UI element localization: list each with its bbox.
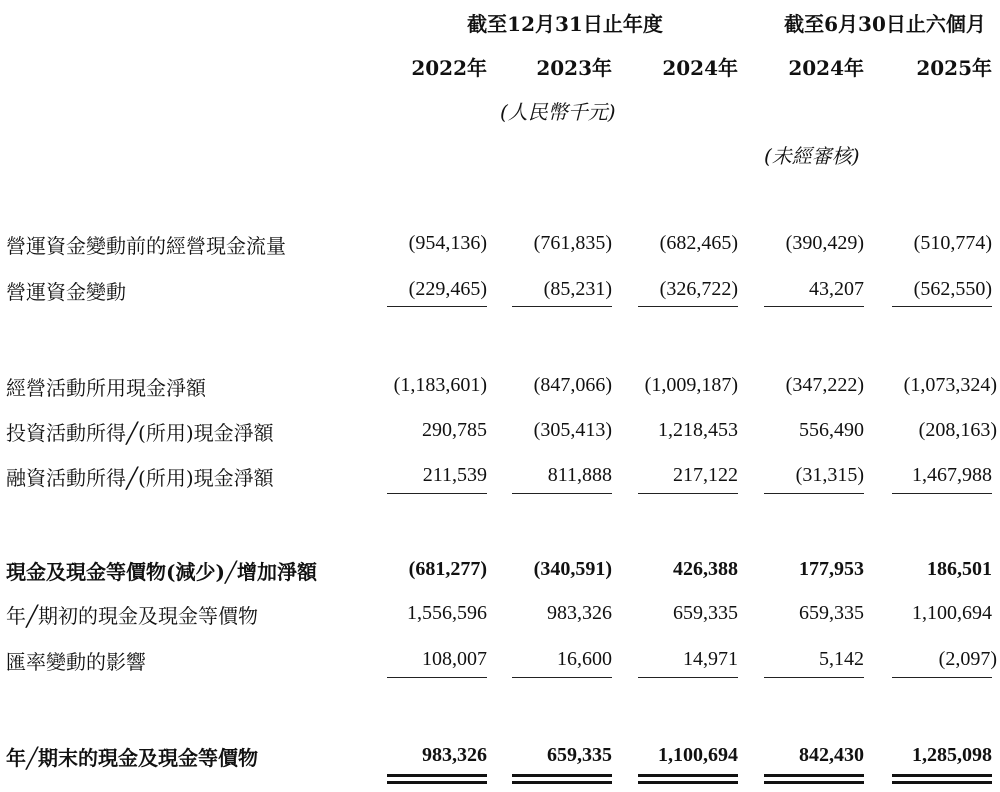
- cell-2025-interim: (208,163): [918, 419, 997, 441]
- cell-2022: (1,183,601): [393, 374, 487, 396]
- total-double-rule: [638, 774, 738, 777]
- cell-2025-interim: 1,285,098: [912, 744, 992, 766]
- subtotal-rule: [387, 493, 487, 494]
- cell-2024: (326,722): [659, 278, 738, 300]
- cell-2024: 217,122: [673, 464, 738, 486]
- cell-2023: 983,326: [547, 602, 612, 624]
- cell-2022: (229,465): [408, 278, 487, 300]
- cell-2025-interim: (510,774): [913, 232, 992, 254]
- cell-2025-interim: 1,100,694: [912, 602, 992, 624]
- cell-2022: 211,539: [422, 464, 487, 486]
- subtotal-rule: [512, 306, 612, 307]
- cell-2025-interim: (1,073,324): [903, 374, 997, 396]
- year-header-2023: 2023年: [536, 56, 612, 80]
- cell-2024: (682,465): [659, 232, 738, 254]
- cell-2024-interim: 842,430: [799, 744, 864, 766]
- row-label: 匯率變動的影響: [6, 650, 146, 674]
- subtotal-rule: [892, 493, 992, 494]
- cell-2022: (954,136): [408, 232, 487, 254]
- cell-2025-interim: 186,501: [927, 558, 992, 580]
- cell-2023: (340,591): [533, 558, 612, 580]
- total-double-rule: [892, 781, 992, 784]
- subtotal-rule: [764, 493, 864, 494]
- cell-2024-interim: 177,953: [799, 558, 864, 580]
- header-annual-period: 截至12月31日止年度: [467, 12, 663, 36]
- year-header-2022: 2022年: [411, 56, 487, 80]
- row-label: 營運資金變動前的經營現金流量: [6, 234, 286, 258]
- subtotal-rule: [387, 677, 487, 678]
- subtotal-rule: [764, 306, 864, 307]
- cell-2023: (761,835): [533, 232, 612, 254]
- year-header-2024: 2024年: [662, 56, 738, 80]
- year-header-2024-interim: 2024年: [788, 56, 864, 80]
- total-double-rule: [638, 781, 738, 784]
- cell-2023: 659,335: [547, 744, 612, 766]
- total-double-rule: [512, 781, 612, 784]
- subtotal-rule: [638, 306, 738, 307]
- cell-2024-interim: 5,142: [819, 648, 864, 670]
- cell-2024: 659,335: [673, 602, 738, 624]
- cell-2022: 1,556,596: [407, 602, 487, 624]
- row-label: 融資活動所得╱(所用)現金淨額: [6, 466, 274, 490]
- row-label: 營運資金變動: [6, 280, 126, 304]
- total-double-rule: [387, 774, 487, 777]
- total-double-rule: [387, 781, 487, 784]
- total-double-rule: [512, 774, 612, 777]
- row-label: 投資活動所得╱(所用)現金淨額: [6, 421, 274, 445]
- row-label: 經營活動所用現金淨額: [6, 376, 206, 400]
- subtotal-rule: [638, 677, 738, 678]
- year-header-2025-interim: 2025年: [916, 56, 992, 80]
- total-double-rule: [764, 781, 864, 784]
- cell-2022: 983,326: [422, 744, 487, 766]
- subtotal-rule: [764, 677, 864, 678]
- cell-2022: 290,785: [422, 419, 487, 441]
- total-double-rule: [764, 774, 864, 777]
- cell-2024: 1,100,694: [658, 744, 738, 766]
- cell-2022: 108,007: [422, 648, 487, 670]
- cell-2023: 16,600: [557, 648, 612, 670]
- unit-note: (人民幣千元): [500, 100, 616, 124]
- cell-2024: 14,971: [683, 648, 738, 670]
- cell-2023: (85,231): [543, 278, 612, 300]
- subtotal-rule: [892, 677, 992, 678]
- subtotal-rule: [512, 493, 612, 494]
- subtotal-rule: [892, 306, 992, 307]
- cell-2023: (305,413): [533, 419, 612, 441]
- cell-2024: 426,388: [673, 558, 738, 580]
- cell-2025-interim: (562,550): [913, 278, 992, 300]
- total-double-rule: [892, 774, 992, 777]
- cell-2024-interim: 556,490: [799, 419, 864, 441]
- cell-2024-interim: (390,429): [785, 232, 864, 254]
- cell-2024-interim: 43,207: [809, 278, 864, 300]
- cell-2024-interim: (347,222): [785, 374, 864, 396]
- cell-2024: 1,218,453: [658, 419, 738, 441]
- cell-2024: (1,009,187): [644, 374, 738, 396]
- subtotal-rule: [387, 306, 487, 307]
- row-label: 現金及現金等價物(減少)╱增加淨額: [6, 560, 317, 584]
- cell-2023: (847,066): [533, 374, 612, 396]
- cell-2025-interim: (2,097): [938, 648, 997, 670]
- cell-2024-interim: 659,335: [799, 602, 864, 624]
- cell-2025-interim: 1,467,988: [912, 464, 992, 486]
- header-interim-period: 截至6月30日止六個月: [784, 12, 986, 36]
- cell-2024-interim: (31,315): [795, 464, 864, 486]
- subtotal-rule: [512, 677, 612, 678]
- unaudited-note: (未經審核): [764, 144, 860, 168]
- row-label: 年╱期初的現金及現金等價物: [6, 604, 259, 628]
- cell-2023: 811,888: [547, 464, 612, 486]
- subtotal-rule: [638, 493, 738, 494]
- row-label: 年╱期末的現金及現金等價物: [6, 746, 259, 770]
- cell-2022: (681,277): [408, 558, 487, 580]
